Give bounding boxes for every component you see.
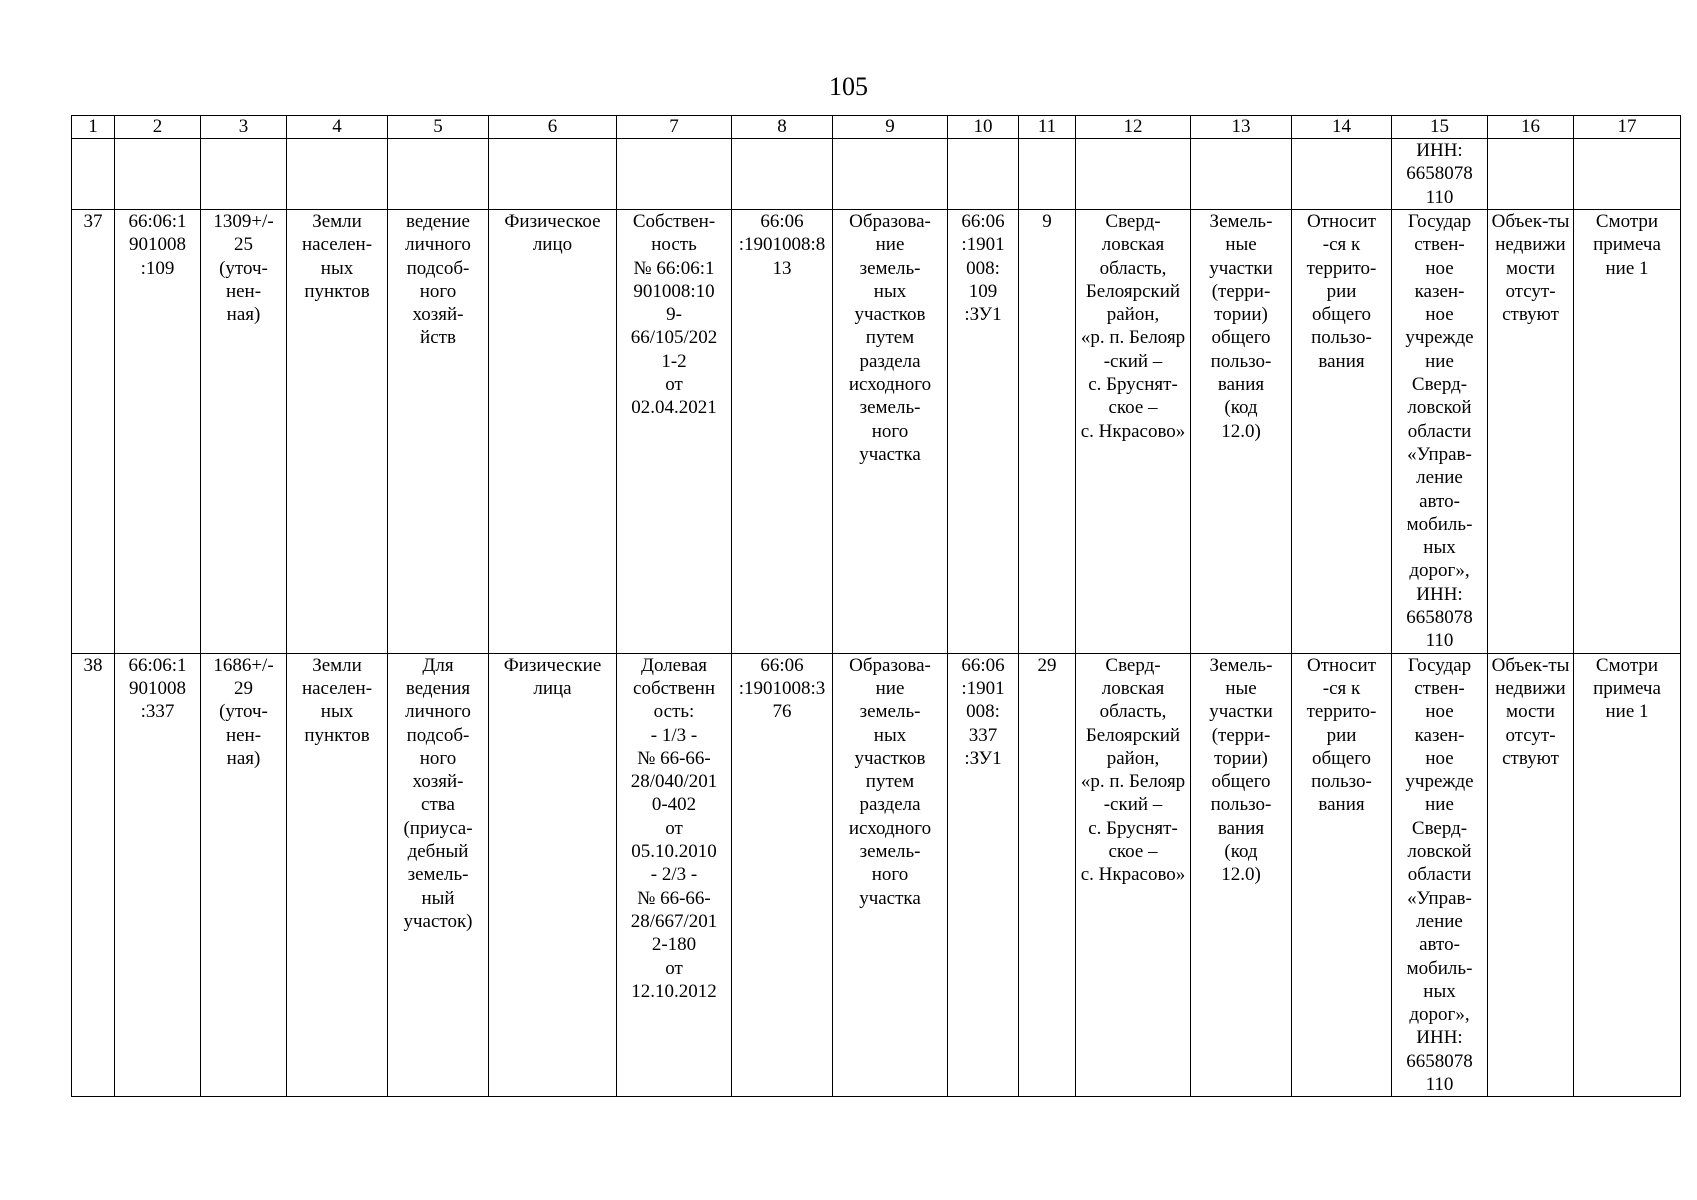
column-number-cell: 16 (1488, 116, 1574, 139)
cell-land-category: Земли населен- ных пунктов (287, 653, 388, 1097)
cell-row-number: 38 (72, 653, 115, 1097)
table-row (72, 653, 1681, 1097)
cell-plot-count: 9 (1019, 210, 1076, 654)
continuation-cell-permitted-use (388, 139, 489, 210)
cell-territory-status: Относит -ся к террито- рии общего пользо- вания (1292, 653, 1392, 1097)
cell-real-estate-objects: Объек-ты недвижи мости отсут- ствуют (1488, 653, 1574, 1097)
cell-formation-method: Образова- ние земель- ных участков путем раздела исходного земель- ного участка (833, 210, 948, 654)
column-number-cell: 10 (948, 116, 1019, 139)
cell-note: Смотри примеча ние 1 (1574, 653, 1681, 1097)
column-number-cell: 3 (201, 116, 287, 139)
column-number-cell: 4 (287, 116, 388, 139)
cell-cadastral-number: 66:06:1 901008 :109 (115, 210, 201, 654)
column-number-row (72, 116, 1681, 139)
cell-right-holder: Физические лица (489, 653, 617, 1097)
column-number-cell: 12 (1076, 116, 1191, 139)
cell-right-registration: Долевая собственн ость: - 1/3 - № 66-66- 28/040/201 0-402 от 05.10.2010 - 2/3 - № 66-66- 28/667/201 2-180 от 12.10.2012 (617, 653, 732, 1097)
continuation-cell-area (201, 139, 287, 210)
continuation-cell-designation (948, 139, 1019, 210)
continuation-cell-formation-method (833, 139, 948, 210)
column-number-cell: 8 (732, 116, 833, 139)
cell-designation: 66:06 :1901 008: 337 :ЗУ1 (948, 653, 1019, 1097)
column-number-cell: 13 (1191, 116, 1292, 139)
continuation-cell-territory-status (1292, 139, 1392, 210)
cell-right-registration: Собствен- ность № 66:06:1 901008:10 9- 66/105/202 1-2 от 02.04.2021 (617, 210, 732, 654)
column-number-cell: 1 (72, 116, 115, 139)
column-number-cell: 15 (1392, 116, 1488, 139)
column-number-cell: 6 (489, 116, 617, 139)
continuation-cell-note (1574, 139, 1681, 210)
column-number-cell: 2 (115, 116, 201, 139)
cell-source-plot-number: 66:06 :1901008:8 13 (732, 210, 833, 654)
cell-permitted-use: ведение личного подсоб- ного хозяй- йств (388, 210, 489, 654)
cell-land-category: Земли населен- ных пунктов (287, 210, 388, 654)
cell-row-number: 37 (72, 210, 115, 654)
continuation-cell-source-plot-number (732, 139, 833, 210)
column-number-cell: 7 (617, 116, 732, 139)
cell-formation-method: Образова- ние земель- ных участков путем раздела исходного земель- ного участка (833, 653, 948, 1097)
continuation-cell-planned-use (1191, 139, 1292, 210)
continuation-cell-road-authority: ИНН: 6658078 110 (1392, 139, 1488, 210)
cell-designation: 66:06 :1901 008: 109 :ЗУ1 (948, 210, 1019, 654)
continuation-cell-real-estate-objects (1488, 139, 1574, 210)
continuation-cell-row-number (72, 139, 115, 210)
column-number-cell: 5 (388, 116, 489, 139)
continuation-cell-right-registration (617, 139, 732, 210)
cell-location: Сверд- ловская область, Белоярский район, «р. п. Белояр -ский – с. Бруснят- ское – с. Нкрасово» (1076, 210, 1191, 654)
continuation-cell-cadastral-number (115, 139, 201, 210)
cell-right-holder: Физическое лицо (489, 210, 617, 654)
column-number-cell: 9 (833, 116, 948, 139)
cell-note: Смотри примеча ние 1 (1574, 210, 1681, 654)
cell-location: Сверд- ловская область, Белоярский район, «р. п. Белояр -ский – с. Бруснят- ское – с. Нкрасово» (1076, 653, 1191, 1097)
column-number-cell: 17 (1574, 116, 1681, 139)
continuation-cell-plot-count (1019, 139, 1076, 210)
table-row (72, 210, 1681, 654)
cell-road-authority: Государ ствен- ное казен- ное учрежде ние Сверд- ловской области «Управ- ление авто- мобиль- ных дорог», ИНН: 6658078 110 (1392, 210, 1488, 654)
continuation-row (72, 139, 1681, 210)
cell-planned-use: Земель- ные участки (терри- тории) общего пользо- вания (код 12.0) (1191, 653, 1292, 1097)
continuation-cell-land-category (287, 139, 388, 210)
column-number-cell: 11 (1019, 116, 1076, 139)
cell-territory-status: Относит -ся к террито- рии общего пользо- вания (1292, 210, 1392, 654)
cell-cadastral-number: 66:06:1 901008 :337 (115, 653, 201, 1097)
column-number-cell: 14 (1292, 116, 1392, 139)
cell-source-plot-number: 66:06 :1901008:3 76 (732, 653, 833, 1097)
cell-planned-use: Земель- ные участки (терри- тории) общего пользо- вания (код 12.0) (1191, 210, 1292, 654)
continuation-cell-location (1076, 139, 1191, 210)
cell-permitted-use: Для ведения личного подсоб- ного хозяй- ства (приуса- дебный земель- ный участок) (388, 653, 489, 1097)
land-plots-table (71, 115, 1681, 1097)
cell-area: 1686+/- 29 (уточ- нен- ная) (201, 653, 287, 1097)
page-number: 105 (829, 72, 868, 101)
cell-real-estate-objects: Объек-ты недвижи мости отсут- ствуют (1488, 210, 1574, 654)
cell-area: 1309+/- 25 (уточ- нен- ная) (201, 210, 287, 654)
continuation-cell-right-holder (489, 139, 617, 210)
cell-plot-count: 29 (1019, 653, 1076, 1097)
cell-road-authority: Государ ствен- ное казен- ное учрежде ние Сверд- ловской области «Управ- ление авто- мобиль- ных дорог», ИНН: 6658078 110 (1392, 653, 1488, 1097)
